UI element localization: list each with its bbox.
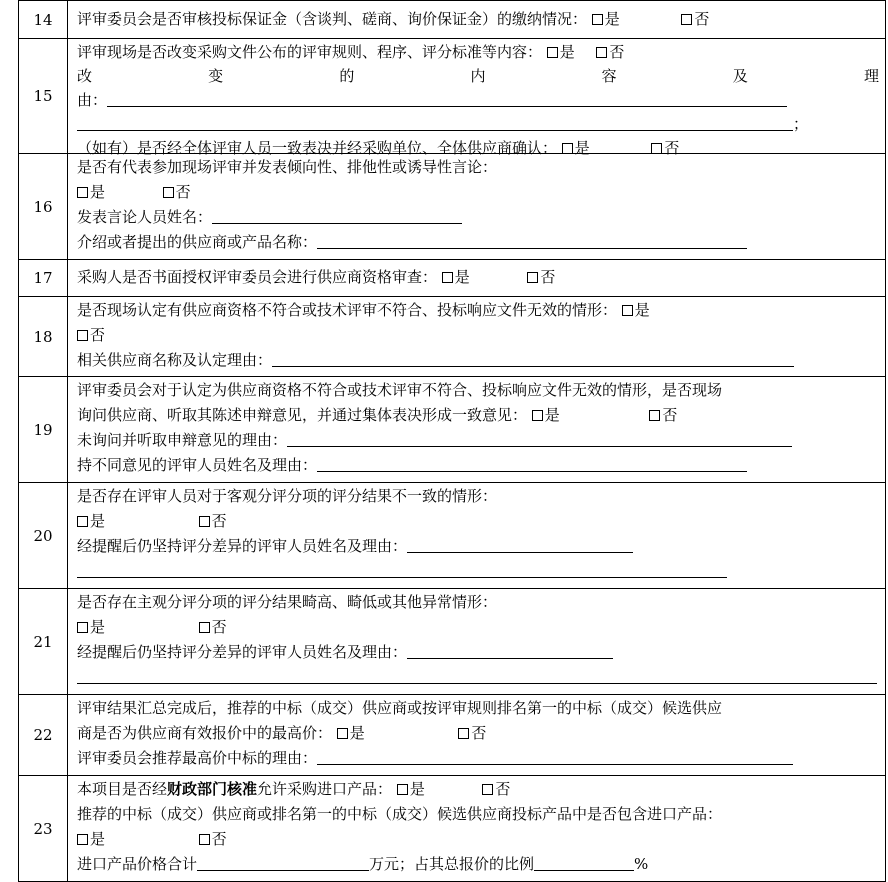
table-row: 23 本项目是否经财政部门核准允许采购进口产品： 是 否 推荐的中标（成交）供应商或排名第一的中标（成交）候选供应商投标产品中是否包含进口产品： 是 否 进口产品价格合计 万元；占其总报价的比例 %: [19, 776, 886, 882]
yes-label: 是: [559, 43, 575, 61]
yes-checkbox[interactable]: [592, 14, 603, 25]
yes-checkbox[interactable]: [77, 187, 88, 198]
names-field-cont[interactable]: [77, 562, 727, 578]
emphasis-text: 财政部门核准: [167, 780, 258, 798]
question-text: 评审委员会对于认定为供应商资格不符合或技术评审不符合、投标响应文件无效的情形，是否现场: [77, 381, 723, 399]
yes-checkbox[interactable]: [622, 305, 633, 316]
dissent-field[interactable]: [317, 456, 747, 472]
yes-checkbox[interactable]: [77, 516, 88, 527]
confirm-text: （如有）是否经全体评审人员一致表决并经采购单位、全体供应商确认：: [77, 139, 558, 157]
row-number: 17: [19, 260, 68, 296]
row-number: 20: [19, 483, 68, 588]
reason-label-spaced: 改 变 的 内 容 及 理: [77, 67, 879, 85]
reason-field[interactable]: [287, 431, 792, 447]
price-field[interactable]: [197, 855, 369, 871]
yes-checkbox[interactable]: [397, 784, 408, 795]
no-checkbox[interactable]: [482, 784, 493, 795]
reason-field-cont[interactable]: [77, 115, 793, 131]
yes-checkbox[interactable]: [562, 143, 573, 154]
question-text: 采购人是否书面授权评审委员会进行供应商资格审查：: [77, 268, 438, 286]
no-checkbox[interactable]: [651, 143, 662, 154]
question-text: 评审委员会是否审核投标保证金（含谈判、磋商、询价保证金）的缴纳情况：: [77, 10, 588, 28]
table-row: [19, 0, 886, 39]
row-number: 22: [19, 695, 68, 775]
review-record-table: [18, 0, 886, 882]
no-checkbox[interactable]: [199, 516, 210, 527]
table-row: 18 是否现场认定有供应商资格不符合或技术评审不符合、投标响应文件无效的情形： 是 否 相关供应商名称及认定理由：: [19, 297, 886, 377]
yes-checkbox[interactable]: [442, 272, 453, 283]
table-row: 19 评审委员会对于认定为供应商资格不符合或技术评审不符合、投标响应文件无效的情形，是否现场 询问供应商、听取其陈述申辩意见，并通过集体表决形成一致意见： 是 否 未询问并听取申辩意见的理由： 持不同意见的评审人员姓名及理由：: [19, 377, 886, 483]
question-text: 是否存在评审人员对于客观分评分项的评分结果不一致的情形：: [77, 487, 498, 505]
speaker-name-field[interactable]: [212, 208, 462, 224]
row-number: 21: [19, 589, 68, 694]
names-field[interactable]: [407, 537, 633, 553]
row-number: 16: [19, 154, 68, 259]
question-text: 是否有代表参加现场评审并发表倾向性、排他性或诱导性言论：: [77, 158, 498, 176]
table-row: 21 是否存在主观分评分项的评分结果畸高、畸低或其他异常情形： 是 否 经提醒后仍坚持评分差异的评审人员姓名及理由：: [19, 589, 886, 695]
yes-checkbox[interactable]: [547, 47, 558, 58]
no-checkbox[interactable]: [163, 187, 174, 198]
reason-field[interactable]: [107, 91, 787, 107]
table-row: 17 采购人是否书面授权评审委员会进行供应商资格审查： 是 否: [19, 260, 886, 297]
no-checkbox[interactable]: [681, 14, 692, 25]
no-checkbox[interactable]: [458, 728, 469, 739]
names-field-cont[interactable]: [77, 668, 877, 684]
question-text: 是否存在主观分评分项的评分结果畸高、畸低或其他异常情形：: [77, 593, 498, 611]
yes-checkbox[interactable]: [337, 728, 348, 739]
no-checkbox[interactable]: [527, 272, 538, 283]
no-checkbox[interactable]: [77, 330, 88, 341]
no-checkbox[interactable]: [649, 410, 660, 421]
ratio-field[interactable]: [534, 855, 634, 871]
names-field[interactable]: [407, 643, 613, 659]
table-row: 16 是否有代表参加现场评审并发表倾向性、排他性或诱导性言论： 是 否 发表言论人员姓名： 介绍或者提出的供应商或产品名称：: [19, 154, 886, 260]
reason-field[interactable]: [272, 351, 794, 367]
question-text: 评审现场是否改变采购文件公布的评审规则、程序、评分标准等内容：: [77, 43, 543, 61]
question-text: 推荐的中标（成交）供应商或排名第一的中标（成交）候选供应商投标产品中是否包含进口产品：: [77, 805, 723, 823]
yes-checkbox[interactable]: [532, 410, 543, 421]
table-row: 15 评审现场是否改变采购文件公布的评审规则、程序、评分标准等内容： 是 否 改 变 的 内 容 及 理 由： ； （如有）是否经全体评审人员一致表决并经采购单位、全体供应商确认： 是 否: [19, 39, 886, 154]
no-checkbox[interactable]: [199, 834, 210, 845]
no-checkbox[interactable]: [199, 622, 210, 633]
question-text: 是否现场认定有供应商资格不符合或技术评审不符合、投标响应文件无效的情形：: [77, 301, 618, 319]
yes-label: 是: [604, 10, 620, 28]
row-number: 14: [19, 1, 68, 38]
reason-field[interactable]: [317, 749, 793, 765]
yes-checkbox[interactable]: [77, 622, 88, 633]
supplier-name-field[interactable]: [317, 233, 747, 249]
table-row: 22 评审结果汇总完成后，推荐的中标（成交）供应商或按评审规则排名第一的中标（成交）候选供应 商是否为供应商有效报价中的最高价： 是 否 评审委员会推荐最高价中标的理由：: [19, 695, 886, 776]
row-number: 15: [19, 39, 68, 153]
yes-checkbox[interactable]: [77, 834, 88, 845]
row-number: 18: [19, 297, 68, 376]
row-number: 23: [19, 776, 68, 881]
question-text: 评审结果汇总完成后，推荐的中标（成交）供应商或按评审规则排名第一的中标（成交）候选供应: [77, 699, 723, 717]
table-row: 20 是否存在评审人员对于客观分评分项的评分结果不一致的情形： 是 否 经提醒后仍坚持评分差异的评审人员姓名及理由：: [19, 483, 886, 589]
no-label: 否: [694, 10, 710, 28]
row-number: 19: [19, 377, 68, 482]
no-label: 否: [609, 43, 625, 61]
no-checkbox[interactable]: [596, 47, 607, 58]
